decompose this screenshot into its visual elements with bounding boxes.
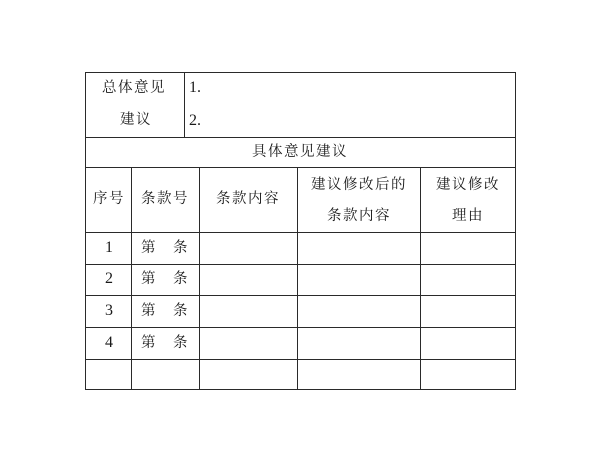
row-seq: 4 bbox=[105, 334, 113, 351]
general-feedback-item-1: 1. bbox=[189, 79, 201, 96]
row-clause: 第 条 bbox=[141, 335, 189, 351]
row-divider bbox=[85, 295, 516, 296]
feedback-form-table bbox=[85, 72, 516, 390]
column-divider bbox=[420, 167, 421, 390]
row-divider bbox=[85, 327, 516, 328]
general-feedback-label-line1: 总体意见 bbox=[102, 80, 166, 96]
row-clause: 第 条 bbox=[141, 303, 189, 319]
row-divider bbox=[85, 232, 516, 233]
row-divider bbox=[85, 264, 516, 265]
general-feedback-item-2: 2. bbox=[189, 112, 201, 129]
specific-feedback-title: 具体意见建议 bbox=[252, 144, 348, 160]
row-divider bbox=[85, 137, 516, 138]
table-border-left bbox=[85, 72, 86, 390]
header-reason-line2: 理由 bbox=[452, 208, 484, 224]
row-divider bbox=[85, 167, 516, 168]
row-seq: 2 bbox=[105, 270, 113, 287]
table-border-bottom bbox=[85, 389, 516, 390]
row-seq: 1 bbox=[105, 239, 113, 256]
header-clause-no: 条款号 bbox=[141, 191, 189, 207]
table-border-right bbox=[515, 72, 516, 390]
table-border-top bbox=[85, 72, 516, 73]
header-seq: 序号 bbox=[93, 191, 125, 207]
header-clause-content: 条款内容 bbox=[216, 191, 280, 207]
row-divider bbox=[85, 359, 516, 360]
column-divider bbox=[199, 167, 200, 390]
row-clause: 第 条 bbox=[141, 240, 189, 256]
row-clause: 第 条 bbox=[141, 271, 189, 287]
header-revised-line2: 条款内容 bbox=[327, 208, 391, 224]
column-divider bbox=[184, 72, 185, 137]
header-revised-line1: 建议修改后的 bbox=[311, 177, 407, 193]
column-divider bbox=[297, 167, 298, 390]
general-feedback-label-line2: 建议 bbox=[120, 112, 152, 128]
column-divider bbox=[131, 167, 132, 390]
row-seq: 3 bbox=[105, 302, 113, 319]
header-reason-line1: 建议修改 bbox=[436, 177, 500, 193]
